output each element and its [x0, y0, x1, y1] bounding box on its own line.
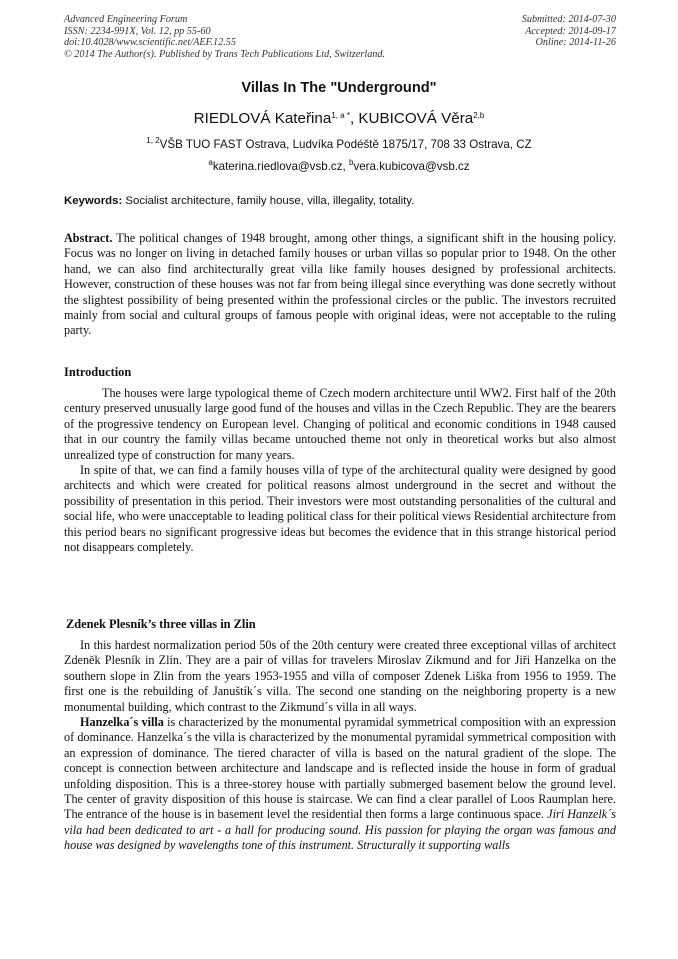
email-a: katerina.riedlova@vsb.cz	[212, 160, 343, 173]
date-submitted: Submitted: 2014-07-30	[521, 14, 616, 25]
introduction-paragraph-2: In spite of that, we can find a family houses villa of type of the architectural quality were designed by good architects and which were created for political reasons almost underground in the secret and without the possibility of presentation in this period. Their investors were most outstanding personalities of the cultural and social life, who were unacceptable to leading political class for their political views Residential architecture from this period bears no significant progressive ideas but becomes the evidence that in this strange historical period not disappears completely.	[64, 463, 616, 555]
journal-name: Advanced Engineering Forum	[64, 14, 188, 25]
plesnik-paragraph-2-italic: Jiri Hanzelk´s vila had been dedicated to art - a hall for producing sound. His passion for playing the organ was famous and house was designed by wavelengths tone of this instrument. Structurally it supporting walls	[64, 807, 616, 853]
introduction-body	[64, 386, 616, 555]
email-b-sup: b	[348, 158, 354, 167]
email-b: vera.kubicova@vsb.cz	[353, 160, 470, 173]
keywords-label: Keywords:	[64, 195, 123, 207]
paper-title: Villas In The "Underground"	[241, 80, 437, 96]
introduction-paragraph-1: The houses were large typological theme of Czech modern architecture until WW2. First half of the 20th century preserved unusually large good fund of the houses and villas in the Czech Republic. They are the bearers of the progressive tendency on European level. Changing of political and economic conditions in 1948 caused that in our country the family villas became untouched theme not only in theoretical works but also almost unrealized type of construction for many years.	[64, 386, 616, 462]
date-accepted: Accepted: 2014-09-17	[525, 25, 616, 37]
abstract-label: Abstract.	[64, 231, 113, 245]
submission-dates	[416, 14, 616, 49]
affiliation-text: VŠB TUO FAST Ostrava, Ludvíka Podéště 1875/17, 708 33 Ostrava, CZ	[159, 138, 532, 151]
email-separator: ,	[342, 160, 349, 173]
journal-info	[64, 14, 464, 60]
author-1-name: RIEDLOVÁ Kateřina	[193, 110, 332, 127]
plesnik-section-heading: Zdenek Plesník’s three villas in Zlin	[66, 617, 256, 631]
abstract	[64, 231, 616, 339]
author-2-name: KUBICOVÁ Věra	[358, 110, 474, 127]
abstract-text: The political changes of 1948 brought, among other things, a significant shift in the housing policy. Focus was no longer on living in detached family houses or urban villas so popular prior to 1948. On the other hand, we can also find architecturally great villa like family houses designed by professional architects. However, construction of these houses was not far from being illegal since everything was done secretly without the slightest possibility of being presented within the professional circles or the public. The investors recruited mainly from social and cultural groups of famous people with original ideas, were not acceptable to the ruling party.	[64, 231, 616, 338]
keywords-text: Socialist architecture, family house, villa, illegality, totality.	[122, 195, 415, 207]
plesnik-paragraph-2-text: is characterized by the monumental pyramidal symmetrical composition with an expression of dominance. Hanzelka´s the villa is characterized by the monumental pyramidal symmetrical composition with an expression of dominance. The tiered character of villa is based on the natural gradient of the slope. The concept is connection between architecture and landscape and is reflected inside the house in form of gradual unfolding disposition. This is a three-storey house with partially submerged basement below the ground level. The center of gravity disposition of this house is staircase. We can find a clear parallel of Loos Raumplan here. The entrance of the house is in basement level the residential then forms a large continuous space.	[64, 715, 617, 822]
date-online: Online: 2014-11-26	[535, 37, 616, 49]
author-separator: ,	[349, 110, 359, 127]
author-line	[0, 110, 678, 127]
journal-copyright: © 2014 The Author(s). Published by Trans Tech Publications Ltd, Switzerland.	[64, 48, 386, 60]
email-a-sup: a	[208, 158, 213, 167]
keywords	[64, 195, 616, 207]
journal-issn: ISSN: 2234-991X, Vol. 12, pp 55-60	[64, 25, 211, 37]
hanzelka-villa-term: Hanzelka´s villa	[80, 715, 164, 730]
plesnik-section-body	[64, 638, 616, 854]
plesnik-paragraph-2	[64, 715, 616, 854]
introduction-heading: Introduction	[64, 365, 132, 379]
journal-doi: doi:10.4028/www.scientific.net/AEF.12.55	[64, 37, 236, 49]
author-emails	[0, 160, 678, 173]
plesnik-paragraph-1: In this hardest normalization period 50s of the 20th century were created three exceptional villas of architect Zdeněk Plesník in Zlín. They are a pair of villas for travelers Miroslav Zikmund and for Jiři Hanzelka on the southern slope in Zlin from the years 1953-1955 and villa of composer Zdenek Liška from 1956 to 1959. The first one is the rebuilding of Januštík´s villa. The second one standing on the neighboring property is a new monumental building, which contrast to the Zikmund´s villa in all ways.	[64, 638, 616, 714]
affiliation-sup: 1, 2	[146, 136, 160, 145]
affiliation	[0, 138, 678, 151]
author-2-sup: 2,b	[473, 111, 485, 120]
author-1-sup: 1, a *	[331, 111, 350, 120]
